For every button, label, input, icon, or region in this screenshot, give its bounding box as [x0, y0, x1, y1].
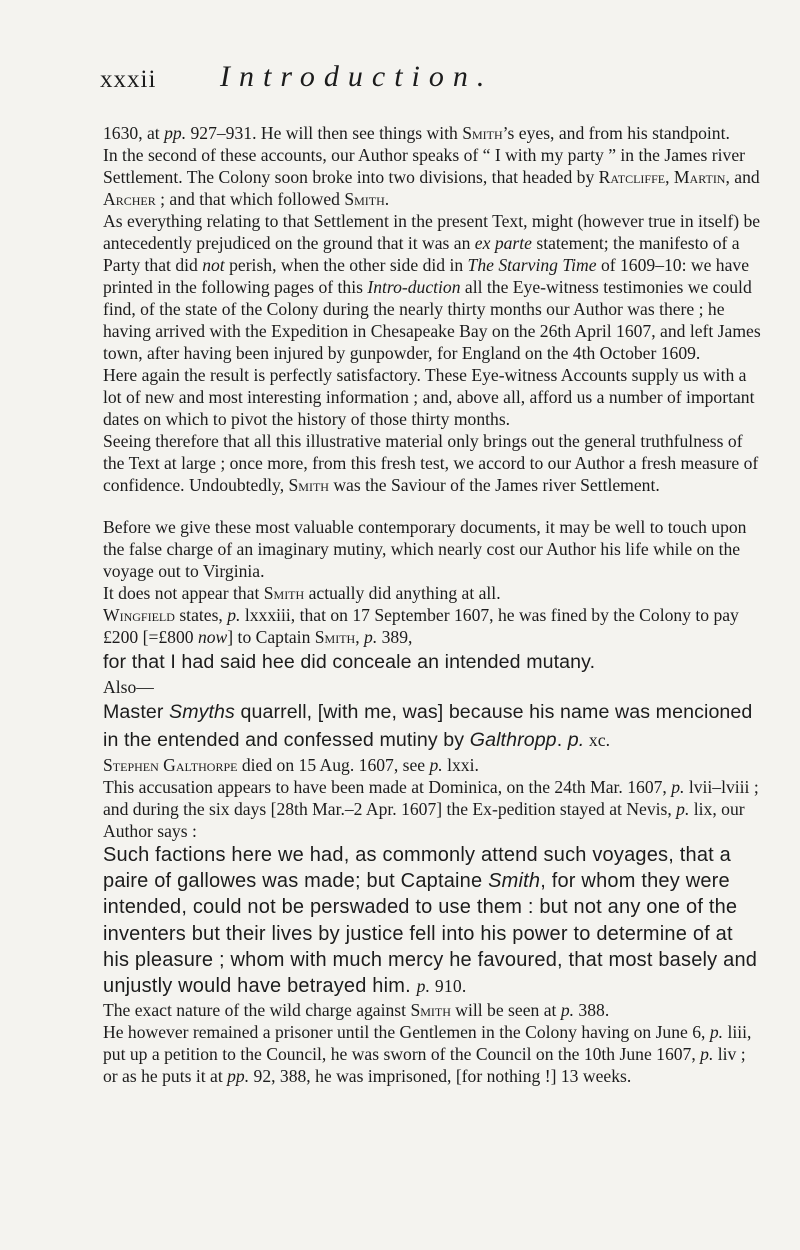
- running-title: Introduction.: [220, 60, 494, 93]
- page-number: xxxii: [100, 66, 157, 93]
- paragraph-7: It does not appear that Smith actually did anything at all.: [103, 583, 501, 603]
- quote-mutany: for that I had said hee did conceale an intended mutany.: [103, 651, 596, 673]
- paragraph-accusation: This accusation appears to have been made at Dominica, on the 24th Mar. 1607, p. lvii–lviii ; and during the six days [28th Mar.–2 Apr. 1607] the Ex-pedition stayed at Nevis, p. lix, our Author says :: [103, 777, 759, 841]
- paragraph-3: As everything relating to that Settlement in the present Text, might (however true in itself) be antecedently prejudiced on the ground that it was an ex parte statement; the manifesto of a Party that did not perish, when the other side did in The Starving Time of 1609–10: we have printed in the following pages of this Intro-duction all the Eye-witness testimonies we could find, of the state of the Colony during the nearly thirty months our Author was there ; he having arrived with the Expedition in Chesapeake Bay on the 26th April 1607, and left James town, after having been injured by gunpowder, for England on the 4th October 1609.: [103, 211, 761, 363]
- page-header: [100, 60, 760, 100]
- paragraph-4: Here again the result is perfectly satisfactory. These Eye-witness Accounts supply us with a lot of new and most interesting information ; and, above all, afford us a number of important dates on which to pivot the history of those thirty months.: [103, 365, 755, 429]
- quote-factions: Such factions here we had, as commonly attend such voyages, that a paire of gallowes was made; but Captaine Smith, for whom they were intended, could not be perswaded to use them : but not any one of the inventers but their lives by justice fell into his power to determine of at his pleasure ; whom with much mercy he favoured, that most basely and unjustly would have betrayed him. p. 910.: [103, 844, 758, 998]
- paragraph-also: Also—: [103, 677, 154, 697]
- paragraph-2: In the second of these accounts, our Author speaks of “ I with my party ” in the James river Settlement. The Colony soon broke into two divisions, that headed by Ratcliffe, Martin, and Archer ; and that which followed Smith.: [103, 145, 760, 209]
- body-text: [103, 122, 763, 1087]
- paragraph-prisoner: He however remained a prisoner until the Gentlemen in the Colony having on June 6, p. liii, put up a petition to the Council, he was sworn of the Council on the 10th June 1607, p. liv ; or as he puts it at pp. 92, 388, he was imprisoned, [for nothing !] 13 weeks.: [103, 1022, 752, 1087]
- paragraph-exact-nature: The exact nature of the wild charge against Smith will be seen at p. 388.: [103, 1000, 610, 1021]
- paragraph-8: Wingfield states, p. lxxxiii, that on 17 September 1607, he was fined by the Colony to pay £200 [=£800 now] to Captain Smith, p. 389,: [103, 605, 739, 647]
- paragraph-1: 1630, at pp. 927–931. He will then see things with Smith’s eyes, and from his standpoint.: [103, 123, 730, 143]
- section-gap: [103, 496, 763, 516]
- quote-smyths: Master Smyths quarrell, [with me, was] because his name was mencioned in the entended and confessed mutiny by Galthropp. p. xc.: [103, 701, 753, 751]
- paragraph-galthorpe: Stephen Galthorpe died on 15 Aug. 1607, see p. lxxi.: [103, 755, 479, 775]
- paragraph-6: Before we give these most valuable contemporary documents, it may be well to touch upon the false charge of an imaginary mutiny, which nearly cost our Author his life while on the voyage out to Virginia.: [103, 517, 747, 581]
- paragraph-5: Seeing therefore that all this illustrative material only brings out the general truthfulness of the Text at large ; once more, from this fresh test, we accord to our Author a fresh measure of confidence. Undoubtedly, Smith was the Saviour of the James river Settlement.: [103, 431, 759, 495]
